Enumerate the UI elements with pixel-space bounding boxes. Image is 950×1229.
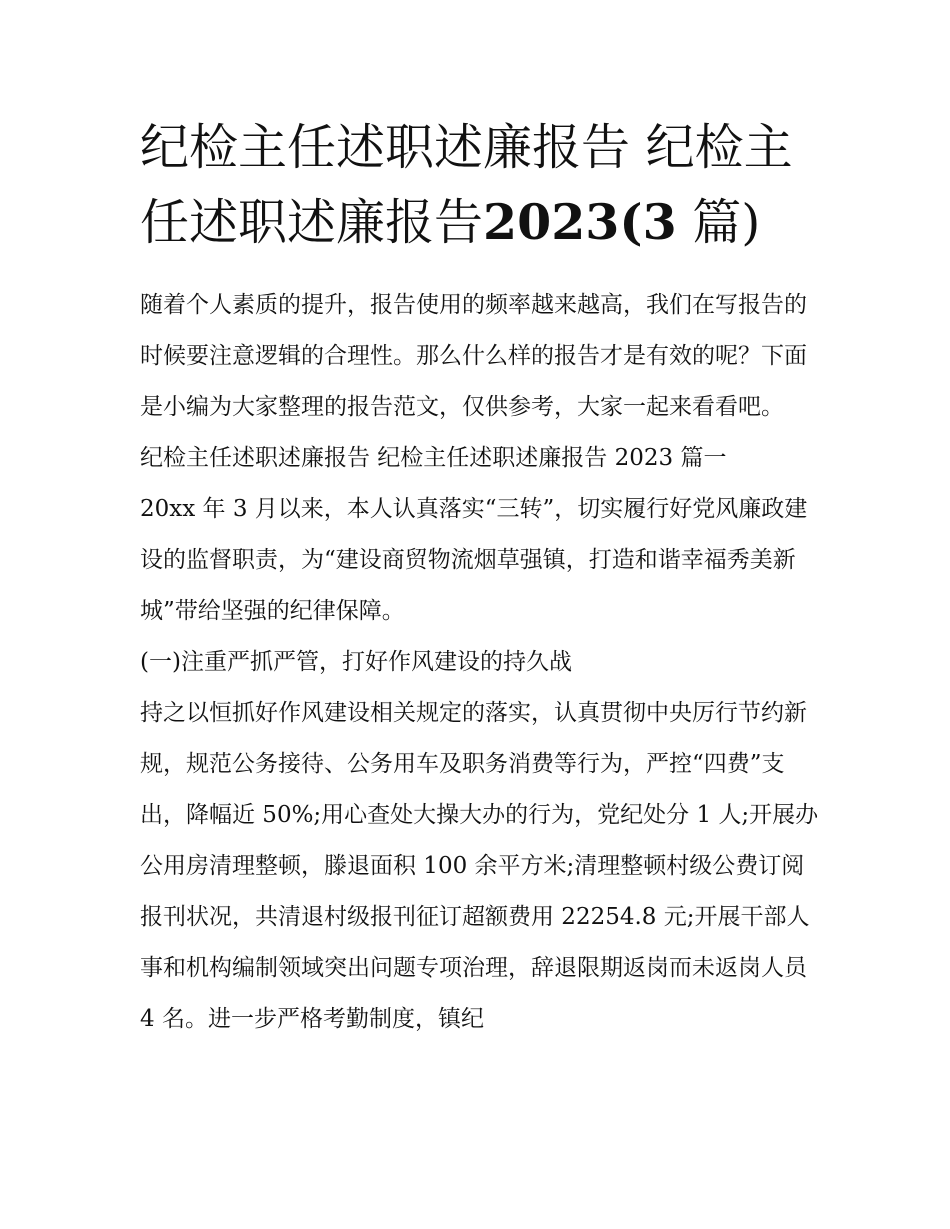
title-main-text: 纪检主任述职述廉报告 纪检主任述职述廉报告: [140, 119, 793, 251]
title-year-text: 2023(3: [483, 193, 677, 251]
subsection-heading: (一)注重严抓严管，打好作风建设的持久战: [140, 649, 572, 675]
title-end-text: 篇): [692, 194, 761, 251]
body-paragraph: 20xx 年 3 月以来，本人认真落实“三转”，切实履行好党风廉政建设的监督职责，为“建设商贸物流烟草强镇，打造和谐幸福秀美新城”带给坚强的纪律保障。: [140, 496, 808, 624]
intro-paragraph: 随着个人素质的提升，报告使用的频率越来越高，我们在写报告的时候要注意逻辑的合理性。那么什么样的报告才是有效的呢？下面是小编为大家整理的报告范文，仅供参考，大家一起来看看吧。: [140, 292, 807, 420]
document-title: [140, 110, 820, 260]
body-paragraph: 持之以恒抓好作风建设相关规定的落实，认真贯彻中央厉行节约新规，规范公务接待、公务用车及职务消费等行为，严控“四费”支出，降幅近 50%;用心查处大操大办的行为，党纪处分 1 人;开展办公用房清理整顿，滕退面积 100 余平方米;清理整顿村级公费订阅报刊状况，共清退村级报刊征订超额费用 22254.8 元;开展干部人事和机构编制领域突出问题专项治理，辞退限期返岗而未返岗人员 4 名。进一步严格考勤制度，镇纪: [140, 700, 819, 1032]
section-heading: 纪检主任述职述廉报告 纪检主任述职述廉报告 2023 篇一: [140, 445, 727, 471]
document-body: [140, 280, 820, 1045]
